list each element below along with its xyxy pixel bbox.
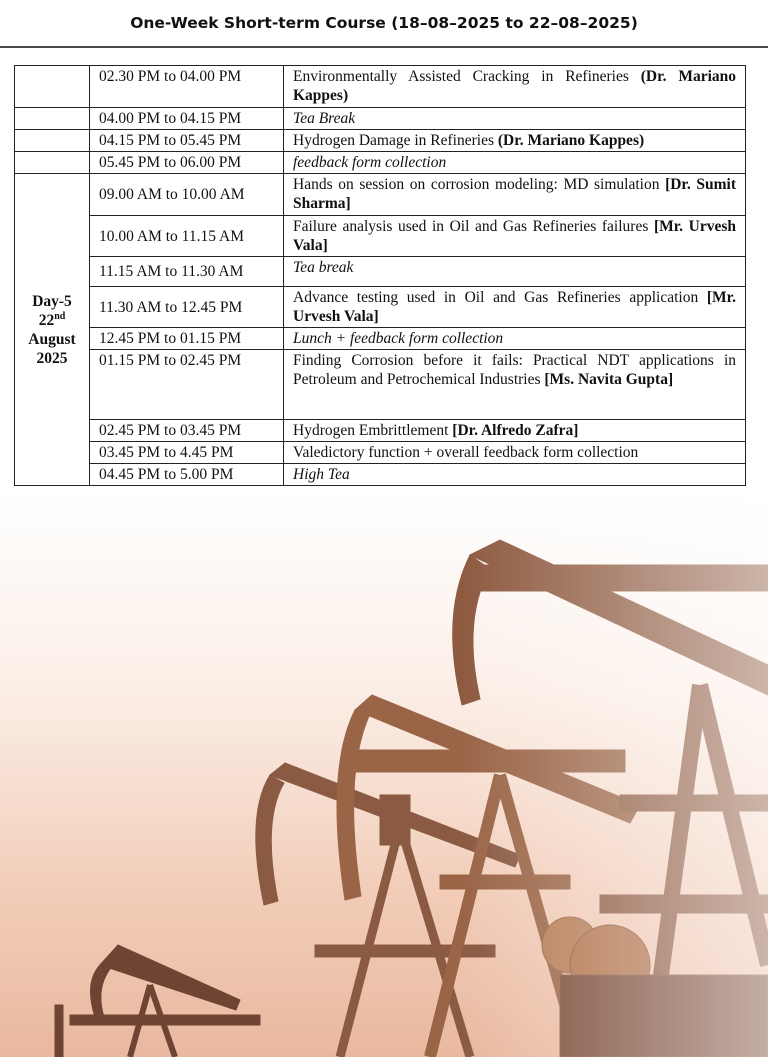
table-row: [15, 174, 746, 216]
time-cell: 12.45 PM to 01.15 PM: [90, 328, 284, 350]
table-row: [15, 152, 746, 174]
time-cell: 04.00 PM to 04.15 PM: [90, 108, 284, 130]
topic-cell: [284, 66, 746, 108]
table-row: [15, 287, 746, 328]
date-number: 22: [38, 311, 55, 329]
day-date: [15, 311, 89, 330]
topic-text: Advance testing used in Oil and Gas Refineries application: [293, 289, 707, 306]
topic-cell: [284, 287, 746, 328]
topic-cell: [284, 216, 746, 257]
date-suffix: nd: [54, 310, 66, 322]
time-cell: 01.15 PM to 02.45 PM: [90, 350, 284, 420]
time-cell: 10.00 AM to 11.15 AM: [90, 216, 284, 257]
table-row: [15, 108, 746, 130]
time-cell: 11.30 AM to 12.45 PM: [90, 287, 284, 328]
topic-text: Environmentally Assisted Cracking in Refineries: [293, 68, 641, 85]
topic-text: Hydrogen Embrittlement: [293, 422, 453, 439]
topic-cell: Lunch + feedback form collection: [284, 328, 746, 350]
time-cell: 02.30 PM to 04.00 PM: [90, 66, 284, 108]
speaker-name: [Ms. Navita Gupta]: [544, 371, 674, 388]
topic-cell: feedback form collection: [284, 152, 746, 174]
topic-cell: Valedictory function + overall feedback form collection: [284, 442, 746, 464]
time-cell: 02.45 PM to 03.45 PM: [90, 420, 284, 442]
table-row: [15, 216, 746, 257]
time-cell: 09.00 AM to 10.00 AM: [90, 174, 284, 216]
speaker-name: [Mr. Urvesh Vala]: [293, 218, 736, 254]
day-year: 2025: [36, 349, 68, 367]
topic-cell: [284, 350, 746, 420]
time-cell: 04.45 PM to 5.00 PM: [90, 464, 284, 486]
table-row: [15, 464, 746, 486]
oil-field-illustration: [0, 495, 768, 1057]
speaker-name: [Dr. Alfredo Zafra]: [452, 422, 579, 439]
table-row: [15, 442, 746, 464]
topic-text: Hydrogen Damage in Refineries: [293, 132, 498, 149]
topic-cell: Tea break: [284, 257, 746, 287]
topic-text: Hands on session on corrosion modeling: MD simulation: [293, 176, 666, 193]
schedule-table: [14, 65, 746, 486]
table-row: [15, 66, 746, 108]
time-cell: 03.45 PM to 4.45 PM: [90, 442, 284, 464]
day-month: August: [28, 330, 76, 348]
day-cell-empty: [15, 66, 90, 108]
time-cell: 11.15 AM to 11.30 AM: [90, 257, 284, 287]
topic-cell: [284, 420, 746, 442]
speaker-name: (Dr. Mariano Kappes): [497, 132, 645, 149]
topic-cell: [284, 130, 746, 152]
topic-text: Failure analysis used in Oil and Gas Refineries failures: [293, 218, 654, 235]
topic-cell: [284, 174, 746, 216]
page-title: One-Week Short-term Course (18–08–2025 to 22–08–2025): [130, 14, 638, 32]
day-cell-empty: [15, 130, 90, 152]
speaker-name: (Dr. Mariano Kappes): [293, 68, 737, 104]
speaker-name: [Dr. Sumit Sharma]: [293, 176, 736, 212]
topic-text: Finding Corrosion before it fails: Practical NDT applications in Petroleum and Petrochemical Industries: [293, 352, 736, 388]
pumpjack-scene: [0, 495, 768, 1057]
table-row: [15, 257, 746, 287]
topic-cell: Tea Break: [284, 108, 746, 130]
table-row: [15, 328, 746, 350]
speaker-name: [Mr. Urvesh Vala]: [293, 289, 736, 325]
topic-cell: High Tea: [284, 464, 746, 486]
table-row: [15, 420, 746, 442]
day-cell-empty: [15, 108, 90, 130]
table-row: [15, 350, 746, 420]
day-cell-empty: [15, 152, 90, 174]
day-number: Day-5: [32, 292, 72, 310]
time-cell: 04.15 PM to 05.45 PM: [90, 130, 284, 152]
time-cell: 05.45 PM to 06.00 PM: [90, 152, 284, 174]
page-header: [0, 0, 768, 48]
day-label-cell: [15, 174, 90, 486]
table-row: [15, 130, 746, 152]
